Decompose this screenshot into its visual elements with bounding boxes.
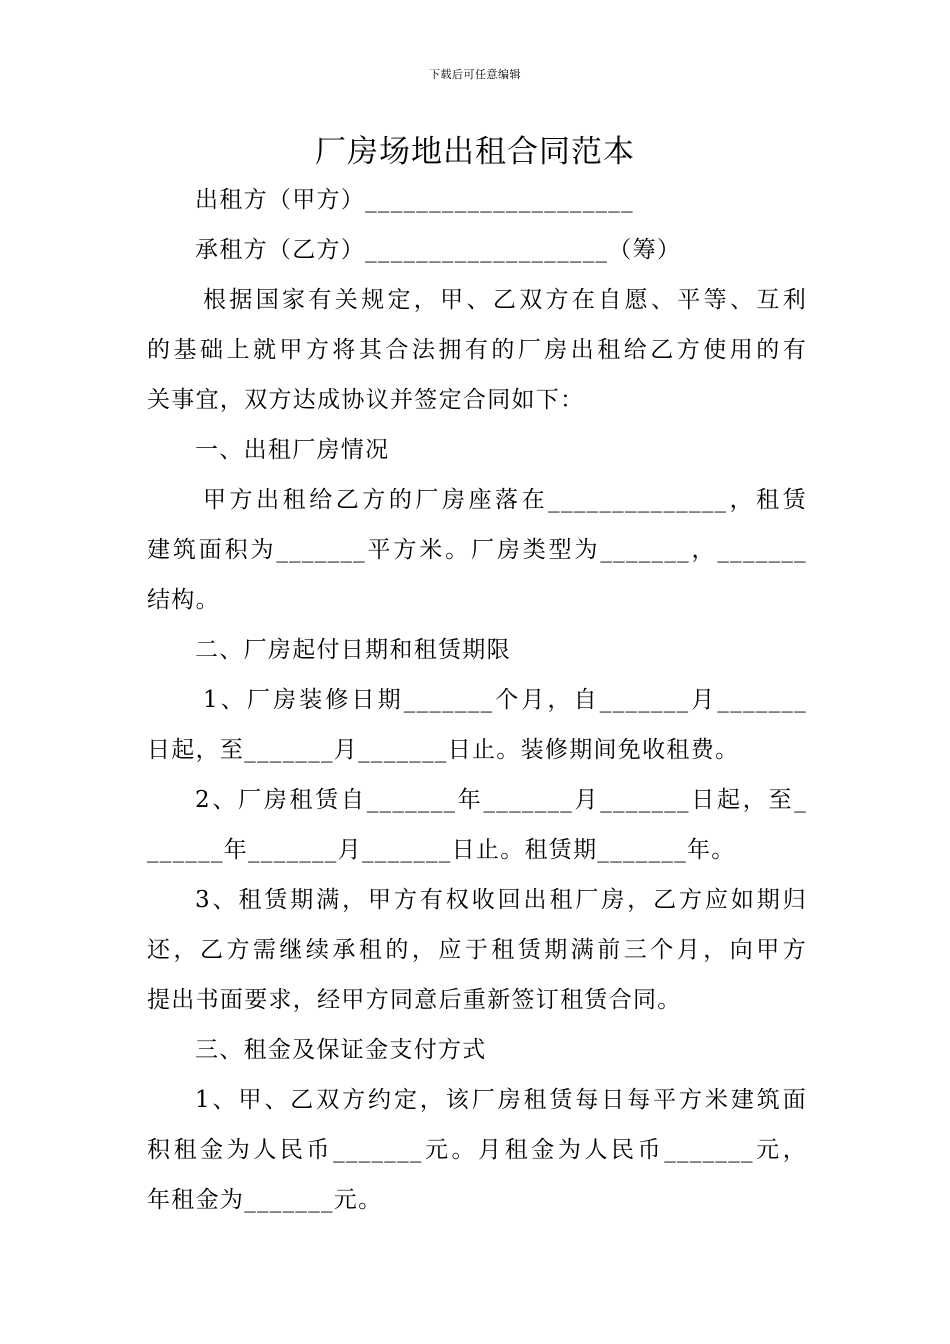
- paragraph-line: 1、厂房装修日期_______个月，自_______月_______: [203, 687, 807, 713]
- paragraph-line: 日起，至_______月_______日止。装修期间免收租费。: [147, 737, 740, 763]
- paragraph-line: 1、甲、乙双方约定，该厂房租赁每日每平方米建筑面: [195, 1087, 807, 1113]
- paragraph-line: 关事宜，双方达成协议并签定合同如下：: [147, 387, 585, 413]
- paragraph-line: 积租金为人民币_______元。月租金为人民币_______元，: [147, 1137, 807, 1163]
- section-heading-1: 一、出租厂房情况: [195, 437, 390, 463]
- lessor-line: 出租方（甲方）_____________________: [195, 187, 634, 213]
- paragraph-line: 还，乙方需继续承租的，应于租赁期满前三个月，向甲方: [147, 937, 807, 963]
- paragraph-line: 提出书面要求，经甲方同意后重新签订租赁合同。: [147, 987, 682, 1013]
- contract-body: [147, 175, 807, 1225]
- section-heading-3: 三、租金及保证金支付方式: [195, 1037, 487, 1063]
- paragraph-line: 建筑面积为_______平方米。厂房类型为_______，_______: [147, 537, 807, 563]
- paragraph-line: 3、租赁期满，甲方有权收回出租厂房，乙方应如期归: [195, 887, 807, 913]
- paragraph-line: 年租金为_______元。: [147, 1187, 383, 1213]
- paragraph-line: ______年_______月_______日止。租赁期_______年。: [147, 837, 736, 863]
- paragraph-line: 结构。: [147, 587, 220, 613]
- paragraph-line: 的基础上就甲方将其合法拥有的厂房出租给乙方使用的有: [147, 337, 807, 363]
- header-note: 下载后可任意编辑: [429, 68, 521, 81]
- section-heading-2: 二、厂房起付日期和租赁期限: [195, 637, 511, 663]
- paragraph-line: 2、厂房租赁自_______年_______月_______日起，至_: [195, 787, 807, 813]
- document-title: 厂房场地出租合同范本: [315, 134, 635, 170]
- paragraph-line: 甲方出租给乙方的厂房座落在______________，租赁: [203, 487, 807, 513]
- lessee-line: 承租方（乙方）___________________（筹）: [195, 237, 682, 263]
- paragraph-line: 根据国家有关规定，甲、乙双方在自愿、平等、互利: [203, 287, 807, 313]
